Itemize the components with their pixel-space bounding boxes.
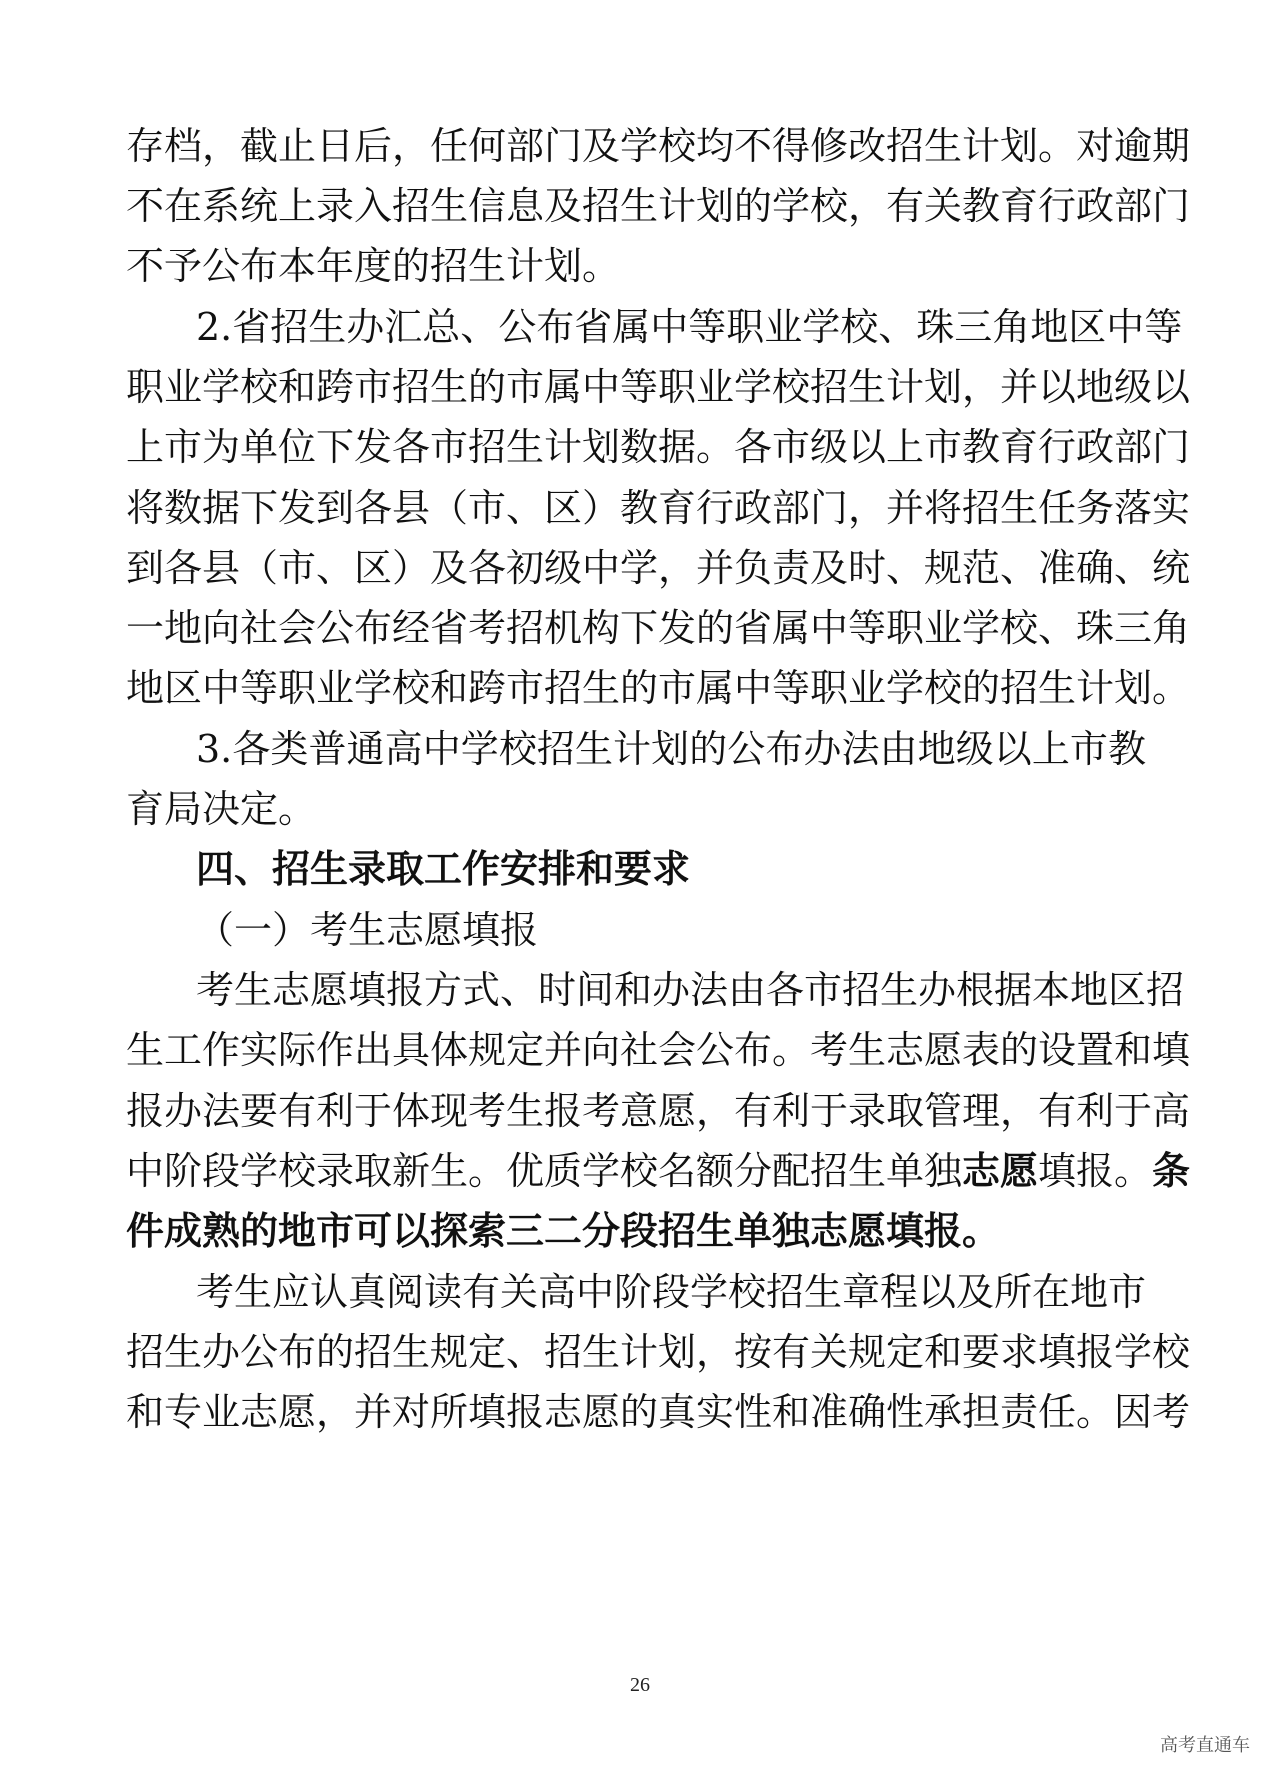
- paragraph-4-line-3: 报办法要有利于体现考生报考意愿，有利于录取管理，有利于高: [126, 1089, 1191, 1133]
- paragraph-4-line-1: 考生志愿填报方式、时间和办法由各市招生办根据本地区招: [196, 968, 1185, 1012]
- section-heading: 四、招生录取工作安排和要求: [196, 846, 691, 891]
- paragraph-4-line-4-bold-b: 条: [1152, 1148, 1191, 1193]
- paragraph-2-line-7: 地区中等职业学校和跨市招生的市属中等职业学校的招生计划。: [126, 666, 1191, 710]
- paragraph-4-line-2: 生工作实际作出具体规定并向社会公布。考生志愿表的设置和填: [126, 1028, 1191, 1072]
- paragraph-4-line-4-normal: 中阶段学校录取新生。优质学校名额分配招生单独: [126, 1149, 963, 1193]
- paragraph-1-line-2: 不在系统上录入招生信息及招生计划的学校，有关教育行政部门: [126, 184, 1191, 228]
- paragraph-5-line-2: 招生办公布的招生规定、招生计划，按有关规定和要求填报学校: [126, 1330, 1191, 1374]
- paragraph-1-line-3: 不予公布本年度的招生计划。: [126, 244, 621, 288]
- paragraph-4-line-5: 件成熟的地市可以探索三二分段招生单独志愿填报。: [126, 1208, 1001, 1253]
- paragraph-2-line-3: 上市为单位下发各市招生计划数据。各市级以上市教育行政部门: [126, 425, 1191, 469]
- watermark-text: 高考直通车: [1160, 1735, 1250, 1756]
- paragraph-4-line-4: [126, 1147, 1191, 1195]
- paragraph-4-line-4-normal-b: 填报。: [1038, 1149, 1153, 1193]
- paragraph-3-line-1: 3.各类普通高中学校招生计划的公布办法由地级以上市教: [196, 727, 1146, 771]
- paragraph-2-line-5: 到各县（市、区）及各初级中学，并负责及时、规范、准确、统: [126, 546, 1191, 590]
- sub-heading: （一）考生志愿填报: [196, 908, 539, 952]
- page-number: 26: [630, 1674, 650, 1696]
- paragraph-5-line-3: 和专业志愿，并对所填报志愿的真实性和准确性承担责任。因考: [126, 1390, 1191, 1434]
- paragraph-3-line-2: 育局决定。: [126, 787, 317, 831]
- paragraph-4-line-4-bold-a: 志愿: [962, 1148, 1039, 1193]
- paragraph-2-line-4: 将数据下发到各县（市、区）教育行政部门，并将招生任务落实: [126, 486, 1191, 530]
- paragraph-2-line-1: 2.省招生办汇总、公布省属中等职业学校、珠三角地区中等: [196, 305, 1183, 349]
- paragraph-1-line-1: 存档，截止日后，任何部门及学校均不得修改招生计划。对逾期: [126, 124, 1191, 168]
- paragraph-2-line-2: 职业学校和跨市招生的市属中等职业学校招生计划，并以地级以: [126, 365, 1191, 409]
- paragraph-2-line-6: 一地向社会公布经省考招机构下发的省属中等职业学校、珠三角: [126, 606, 1191, 650]
- paragraph-5-line-1: 考生应认真阅读有关高中阶段学校招生章程以及所在地市: [196, 1270, 1147, 1314]
